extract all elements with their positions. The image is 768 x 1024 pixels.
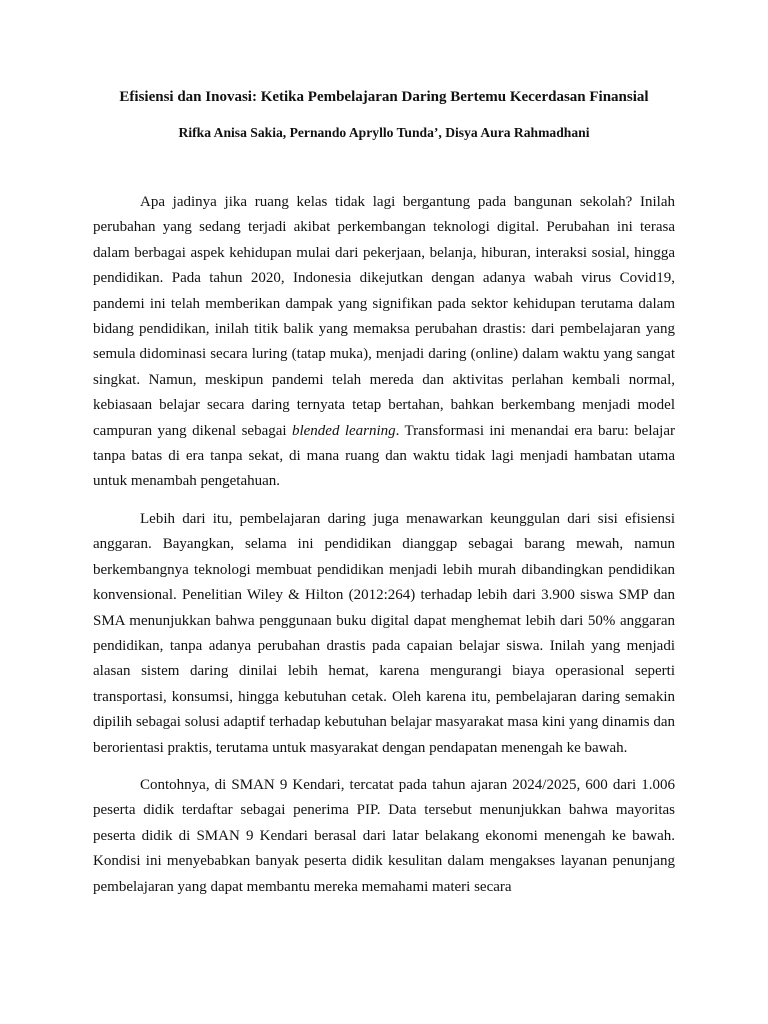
article-body <box>93 190 675 900</box>
paragraph-2: Lebih dari itu, pembelajaran daring juga menawarkan keunggulan dari sisi efisiensi anggaran. Bayangkan, selama ini pendidikan dianggap sebagai barang mewah, namun berkembangnya teknologi membuat pendidikan menjadi lebih murah dibandingkan pendidikan konvensional. Penelitian Wiley & Hilton (2012:264) terhadap lebih dari 3.900 siswa SMP dan SMA menunjukkan bahwa penggunaan buku digital dapat menghemat lebih dari 50% anggaran pendidikan, tanpa adanya perubahan drastis pada capaian belajar siswa. Inilah yang menjadi alasan sistem daring dinilai lebih hemat, karena mengurangi biaya operasional seperti transportasi, konsumsi, hingga kebutuhan cetak. Oleh karena itu, pembelajaran daring semakin dipilih sebagai solusi adaptif terhadap kebutuhan belajar masyarakat masa kini yang dinamis dan berorientasi praktis, terutama untuk masyarakat dengan pendapatan menengah ke bawah. <box>93 510 675 756</box>
paragraph-1-text-end: . Transformasi ini menandai era baru: belajar tanpa batas di era tanpa sekat, di mana ruang dan waktu tidak lagi menjadi hambatan utama untuk menambah pengetahuan. <box>93 422 675 490</box>
paragraph-1 <box>93 190 675 495</box>
article-title: Efisiensi dan Inovasi: Ketika Pembelajaran Daring Bertemu Kecerdasan Finansial <box>119 89 649 105</box>
paragraph-1-emphasis: blended learning <box>291 422 396 439</box>
article-authors: Rifka Anisa Sakia, Pernando Apryllo Tunda’, Disya Aura Rahmadhani <box>178 125 590 140</box>
paragraph-1-text: Apa jadinya jika ruang kelas tidak lagi bergantung pada bangunan sekolah? Inilah perubahan yang sedang terjadi akibat perkembangan teknologi digital. Perubahan ini terasa dalam berbagai aspek kehidupan mulai dari pekerjaan, belanja, hiburan, interaksi sosial, hingga pendidikan. Pada tahun 2020, Indonesia dikejutkan dengan adanya wabah virus Covid19, pandemi ini telah memberikan dampak yang signifikan pada sektor kehidupan terutama dalam bidang pendidikan, inilah titik balik yang memaksa perubahan drastis: dari pembelajaran yang semula didominasi secara luring (tatap muka), menjadi daring (online) dalam waktu yang sangat singkat. Namun, meskipun pandemi telah mereda dan aktivitas perlahan kembali normal, kebiasaan belajar secara daring ternyata tetap bertahan, bahkan berkembang menjadi model campuran yang dikenal sebagai <box>93 194 675 439</box>
paragraph-3: Contohnya, di SMAN 9 Kendari, tercatat pada tahun ajaran 2024/2025, 600 dari 1.006 peserta didik terdaftar sebagai penerima PIP. Data tersebut menunjukkan bahwa mayoritas peserta didik di SMAN 9 Kendari berasal dari latar belakang ekonomi menengah ke bawah. Kondisi ini menyebabkan banyak peserta didik kesulitan dalam mengakses layanan penunjang pembelajaran yang dapat membantu mereka memahami materi secara <box>93 776 675 895</box>
